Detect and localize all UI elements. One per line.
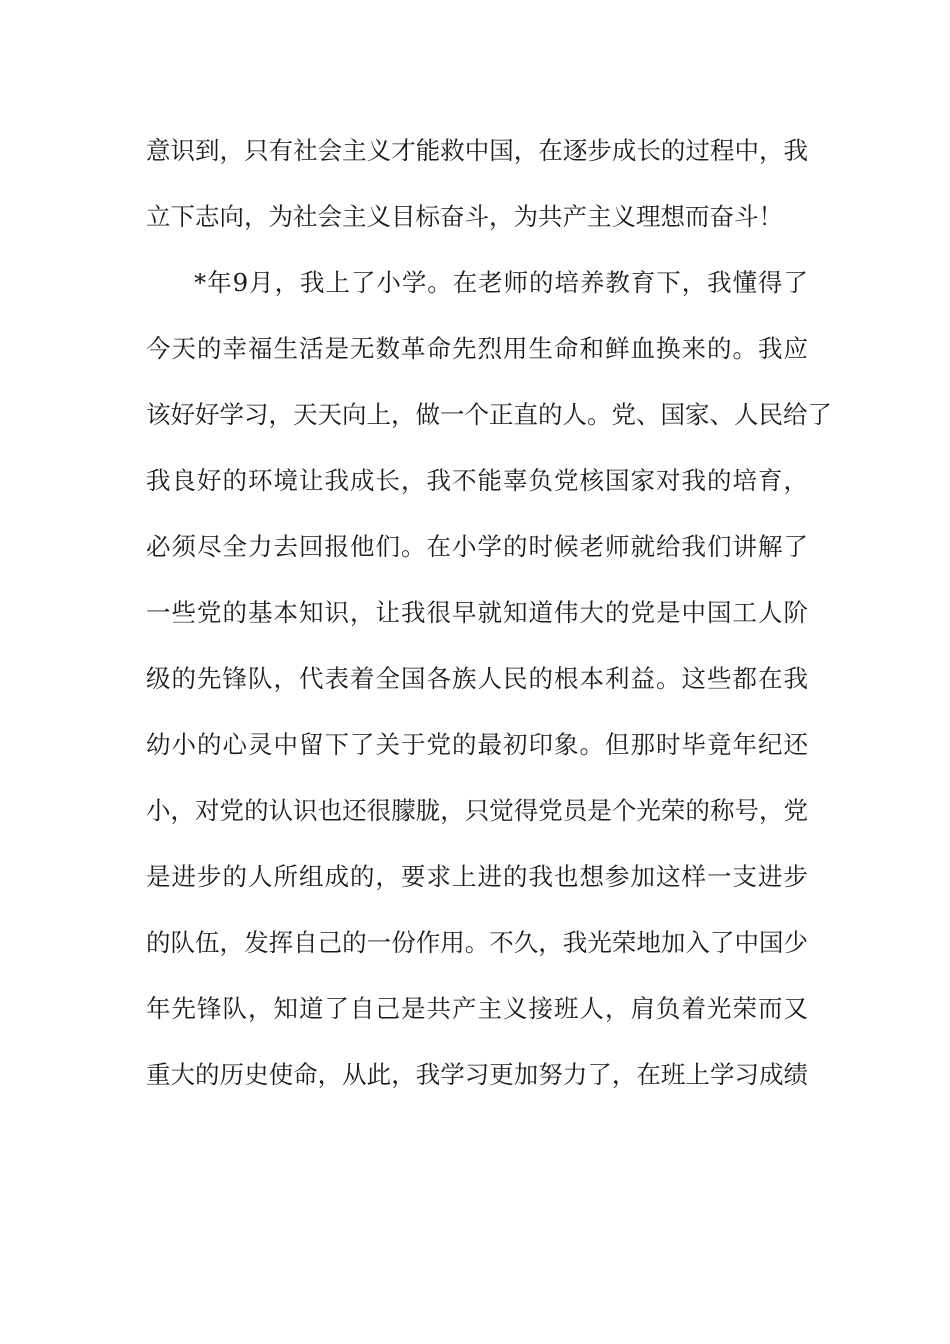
text-line: 级的先锋队，代表着全国各族人民的根本利益。这些都在我 [146,664,808,693]
text-line: 的队伍，发挥自己的一份作用。不久，我光荣地加入了中国少 [146,928,808,957]
text-line: 是进步的人所组成的，要求上进的我也想参加这样一支进步 [146,862,808,891]
text-line: 年先锋队，知道了自己是共产主义接班人，肩负着光荣而又 [146,994,808,1023]
text-line: 小，对党的认识也还很朦胧，只觉得党员是个光荣的称号，党 [146,796,808,825]
text-line: 该好好学习，天天向上，做一个正直的人。党、国家、人民给了 [146,400,832,429]
text-line: 幼小的心灵中留下了关于党的最初印象。但那时毕竟年纪还 [146,730,808,759]
text-line: 我良好的环境让我成长，我不能辜负党核国家对我的培育， [146,466,808,495]
text-line: 今天的幸福生活是无数革命先烈用生命和鲜血换来的。我应 [146,334,808,363]
text-line: 必须尽全力去回报他们。在小学的时候老师就给我们讲解了 [146,532,808,561]
text-line: 重大的历史使命，从此，我学习更加努力了，在班上学习成绩 [146,1060,808,1089]
text-line: 一些党的基本知识，让我很早就知道伟大的党是中国工人阶 [146,598,808,627]
text-line: 意识到，只有社会主义才能救中国，在逐步成长的过程中，我 [146,136,808,165]
text-line: 立下志向，为社会主义目标奋斗，为共产主义理想而奋斗！ [146,202,783,231]
text-line: *年9月，我上了小学。在老师的培养教育下，我懂得了 [194,268,808,297]
body-text [146,128,832,1118]
